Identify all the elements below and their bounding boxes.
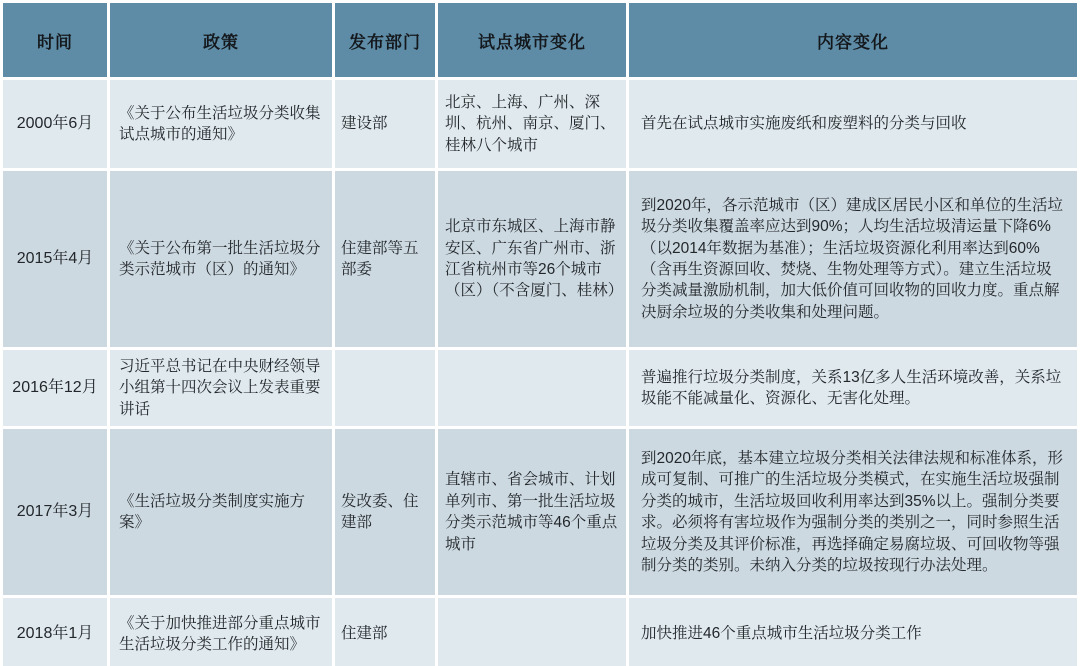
- column-header-content: 内容变化: [629, 3, 1077, 77]
- column-header-dept: 发布部门: [335, 3, 435, 77]
- table-body: [3, 80, 1077, 666]
- cell-time: 2016年12月: [3, 350, 107, 426]
- cell-cities: [438, 350, 626, 426]
- column-header-time: 时间: [3, 3, 107, 77]
- cell-dept: [335, 350, 435, 426]
- cell-time: 2018年1月: [3, 598, 107, 666]
- column-header-cities: 试点城市变化: [438, 3, 626, 77]
- cell-policy: 《关于公布生活垃圾分类收集试点城市的通知》: [110, 80, 332, 168]
- cell-dept: 发改委、住建部: [335, 429, 435, 595]
- cell-policy: 《生活垃圾分类制度实施方案》: [110, 429, 332, 595]
- cell-content: 加快推进46个重点城市生活垃圾分类工作: [629, 598, 1077, 666]
- table-row: [3, 171, 1077, 347]
- cell-content: 首先在试点城市实施废纸和废塑料的分类与回收: [629, 80, 1077, 168]
- cell-cities: 北京、上海、广州、深圳、杭州、南京、厦门、桂林八个城市: [438, 80, 626, 168]
- cell-cities: 直辖市、省会城市、计划单列市、第一批生活垃圾分类示范城市等46个重点城市: [438, 429, 626, 595]
- cell-time: 2015年4月: [3, 171, 107, 347]
- cell-policy: 习近平总书记在中央财经领导小组第十四次会议上发表重要讲话: [110, 350, 332, 426]
- table-row: [3, 80, 1077, 168]
- cell-policy: 《关于加快推进部分重点城市生活垃圾分类工作的通知》: [110, 598, 332, 666]
- cell-time: 2017年3月: [3, 429, 107, 595]
- cell-content: 到2020年底，基本建立垃圾分类相关法律法规和标准体系，形成可复制、可推广的生活垃圾分类模式，在实施生活垃圾强制分类的城市，生活垃圾回收利用率达到35%以上。强制分类要求。必须将有害垃圾作为强制分类的类别之一，同时参照生活垃圾分类及其评价标准，再选择确定易腐垃圾、可回收物等强制分类的类别。未纳入分类的垃圾按现行办法处理。: [629, 429, 1077, 595]
- cell-dept: 住建部: [335, 598, 435, 666]
- cell-cities: [438, 598, 626, 666]
- cell-time: 2000年6月: [3, 80, 107, 168]
- cell-dept: 建设部: [335, 80, 435, 168]
- cell-policy: 《关于公布第一批生活垃圾分类示范城市（区）的通知》: [110, 171, 332, 347]
- cell-dept: 住建部等五部委: [335, 171, 435, 347]
- cell-content: 到2020年，各示范城市（区）建成区居民小区和单位的生活垃圾分类收集覆盖率应达到90%；人均生活垃圾清运量下降6%（以2014年数据为基准）；生活垃圾资源化利用率达到60%（含再生资源回收、焚烧、生物处理等方式）。建立生活垃圾分类减量激励机制，加大低价值可回收物的回收力度。重点解决厨余垃圾的分类收集和处理问题。: [629, 171, 1077, 347]
- table-row: [3, 598, 1077, 666]
- column-header-policy: 政策: [110, 3, 332, 77]
- table-row: [3, 429, 1077, 595]
- header-row: [3, 3, 1077, 77]
- table-row: [3, 350, 1077, 426]
- cell-content: 普遍推行垃圾分类制度，关系13亿多人生活环境改善，关系垃圾能不能减量化、资源化、无害化处理。: [629, 350, 1077, 426]
- cell-cities: 北京市东城区、上海市静安区、广东省广州市、浙江省杭州市等26个城市（区）（不含厦门、桂林）: [438, 171, 626, 347]
